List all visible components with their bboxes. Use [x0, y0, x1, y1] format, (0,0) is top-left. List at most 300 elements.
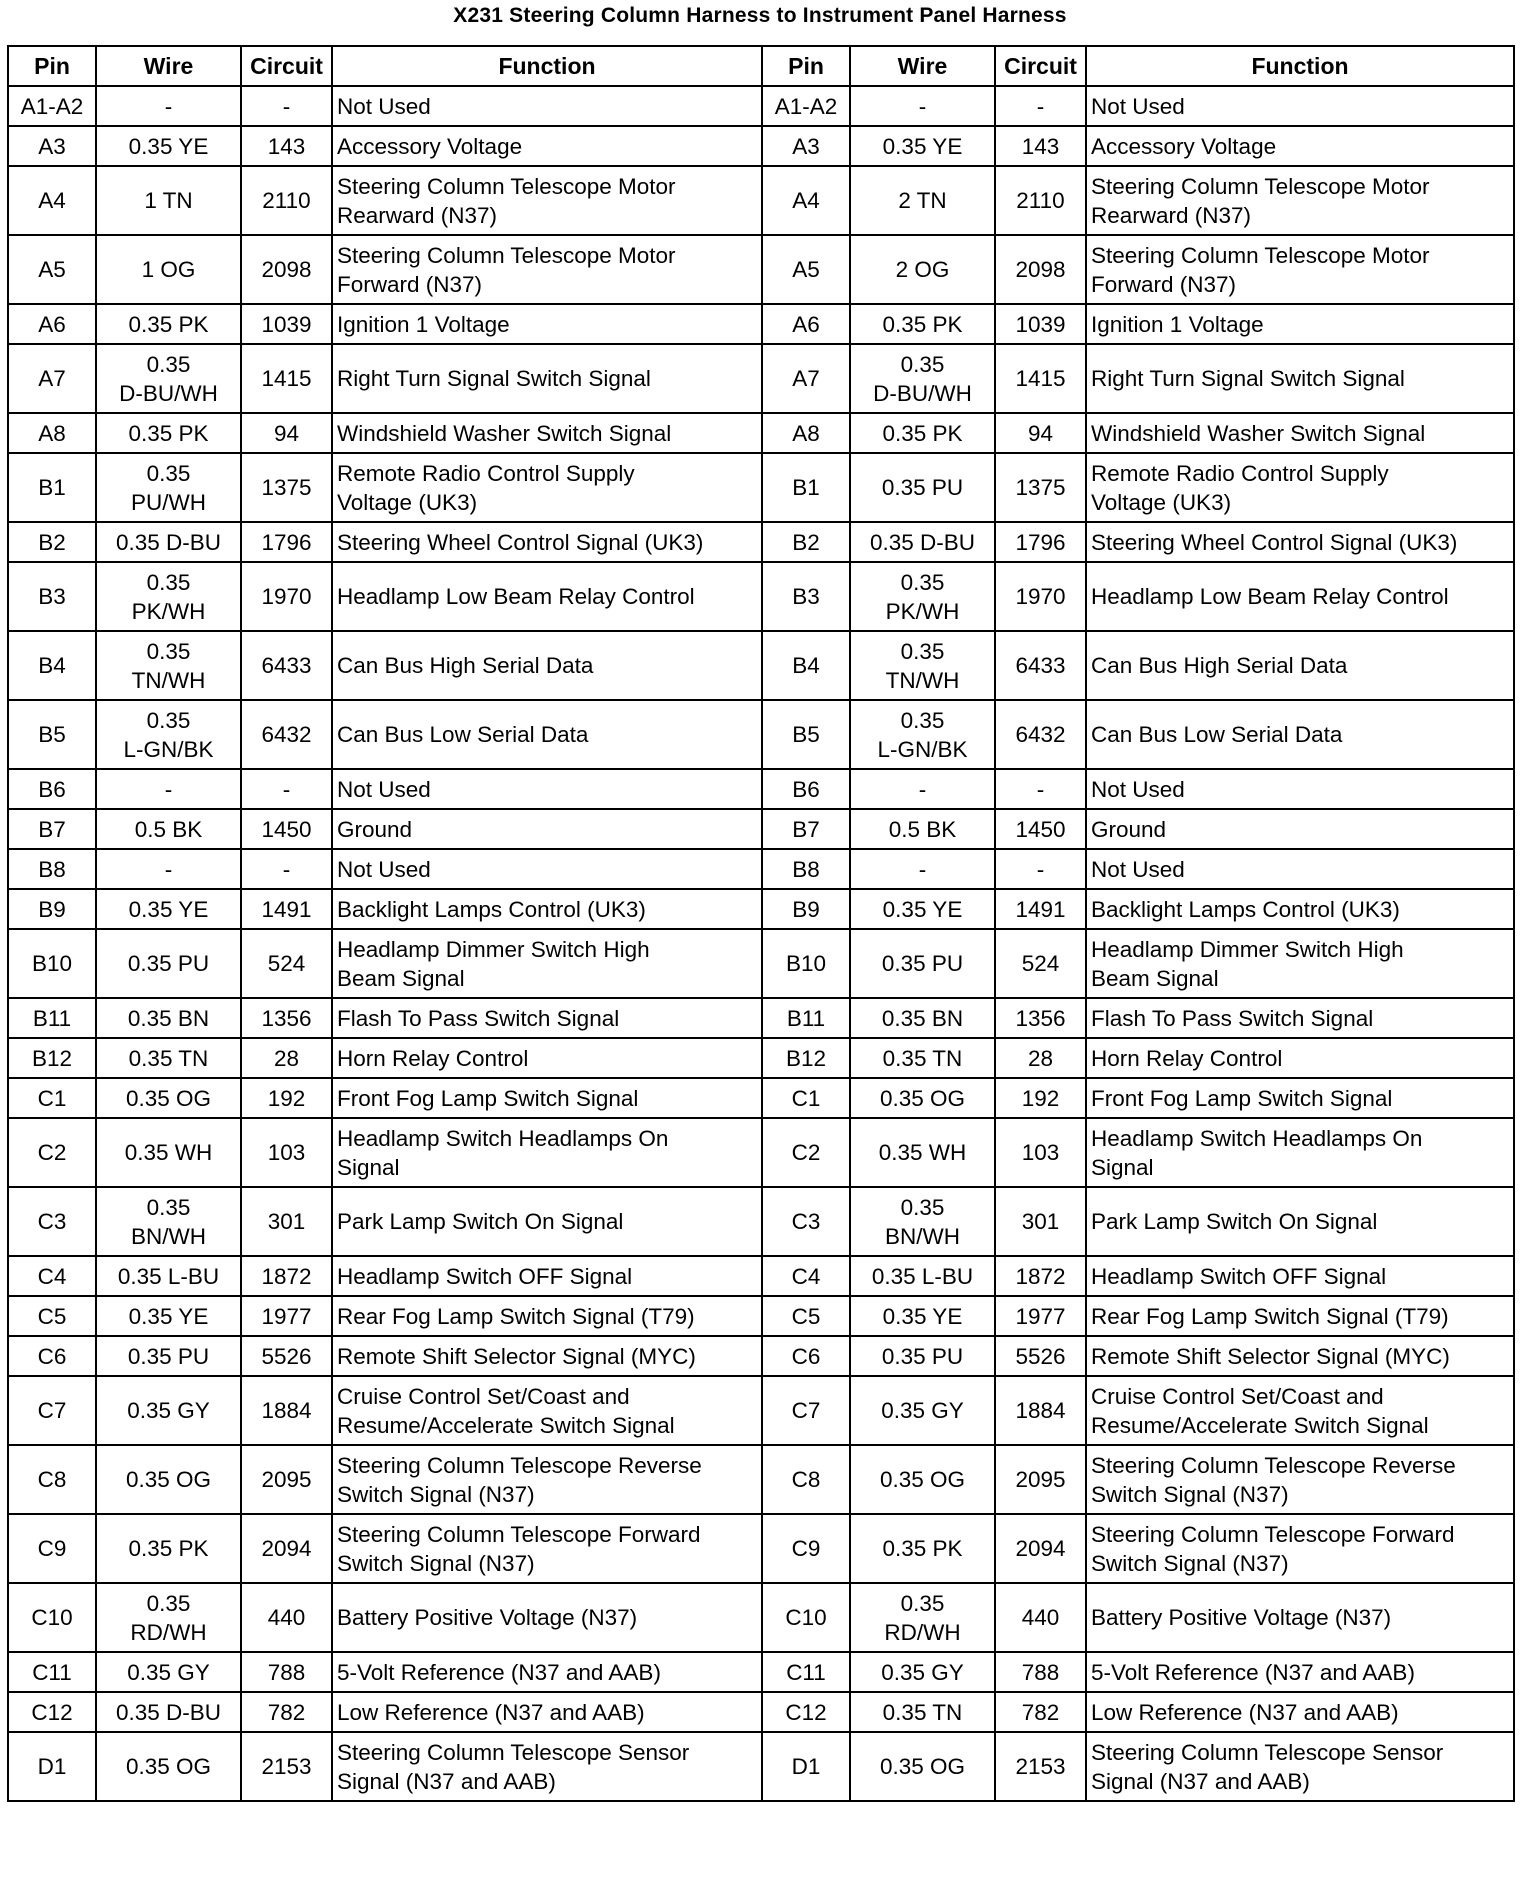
right-wire-cell: -: [918, 93, 927, 119]
left-pin-cell: B9: [38, 896, 66, 922]
table-cell: [96, 1652, 241, 1692]
left-circuit-cell: -: [282, 856, 291, 882]
right-pin-cell: A4: [792, 188, 820, 213]
table-cell: [96, 849, 241, 889]
right-func-cell: Horn Relay Control: [1091, 1045, 1283, 1071]
col-header-circuit: Circuit: [241, 46, 332, 86]
left-func-cell: Remote Shift Selector Signal (MYC): [337, 1343, 696, 1369]
table-cell: [1086, 1256, 1514, 1296]
table-cell: [850, 304, 995, 344]
left-wire-cell: 0.35 D-BU: [115, 1699, 222, 1725]
table-cell: [332, 235, 762, 304]
left-pin-cell: A8: [38, 420, 66, 446]
table-row: [8, 1376, 1514, 1445]
table-cell: [762, 809, 850, 849]
table-cell: [850, 166, 995, 235]
table-cell: [8, 166, 96, 235]
right-pin-cell: C12: [785, 1699, 827, 1725]
right-wire-cell: 0.35 PK: [882, 1536, 963, 1561]
left-circuit-cell: 1450: [261, 816, 312, 842]
left-func-cell: Not Used: [337, 776, 431, 802]
left-func-cell: Front Fog Lamp Switch Signal: [337, 1085, 639, 1111]
left-wire-cell: 0.35 YE: [128, 896, 209, 922]
table-cell: [241, 1038, 332, 1078]
right-pin-cell: B7: [792, 816, 820, 842]
table-cell: [96, 889, 241, 929]
left-func-cell: Steering Column Telescope Forward Switch Signal (N37): [337, 1521, 701, 1576]
right-wire-cell: 0.35 YE: [882, 133, 963, 159]
right-circuit-cell: 6432: [1015, 722, 1066, 747]
table-cell: [241, 1118, 332, 1187]
right-circuit-cell: 2110: [1016, 188, 1065, 213]
table-cell: [850, 1187, 995, 1256]
table-cell: [995, 1583, 1086, 1652]
left-pin-cell: B10: [31, 951, 73, 976]
table-cell: [332, 889, 762, 929]
table-cell: [241, 1187, 332, 1256]
table-cell: [762, 1652, 850, 1692]
table-cell: [762, 344, 850, 413]
table-cell: [332, 126, 762, 166]
col-header-wire: Wire: [96, 46, 241, 86]
right-pin-cell: C2: [791, 1140, 821, 1165]
table-cell: [850, 769, 995, 809]
right-circuit-cell: 94: [1027, 420, 1054, 446]
left-pin-cell: A7: [38, 366, 66, 391]
right-pin-cell: C1: [791, 1085, 821, 1111]
right-pin-cell: B8: [792, 856, 820, 882]
right-func-cell: Steering Column Telescope Forward Switch Signal (N37): [1091, 1521, 1455, 1576]
table-cell: [332, 1376, 762, 1445]
table-row: [8, 631, 1514, 700]
table-cell: [241, 929, 332, 998]
left-wire-cell: -: [164, 776, 173, 802]
right-wire-cell: 0.35 WH: [878, 1140, 967, 1165]
table-cell: [850, 1296, 995, 1336]
table-cell: [241, 1652, 332, 1692]
harness-table: [7, 45, 1515, 1802]
right-wire-cell: 0.35 OG: [879, 1754, 966, 1779]
table-cell: [1086, 562, 1514, 631]
table-cell: [8, 1038, 96, 1078]
table-cell: [8, 522, 96, 562]
left-wire-cell: 0.35 L-BU: [117, 1263, 220, 1289]
left-circuit-cell: 192: [267, 1085, 306, 1111]
left-wire-cell: 0.35 YE: [128, 1303, 209, 1329]
right-func-cell: Steering Wheel Control Signal (UK3): [1091, 529, 1458, 555]
right-wire-cell: 0.35 GY: [881, 1398, 964, 1423]
left-pin-cell: C2: [37, 1140, 67, 1165]
table-cell: [96, 522, 241, 562]
table-cell: [332, 1187, 762, 1256]
table-cell: [8, 344, 96, 413]
right-circuit-cell: 301: [1021, 1209, 1060, 1234]
table-cell: [96, 166, 241, 235]
table-cell: [995, 929, 1086, 998]
right-circuit-cell: -: [1036, 776, 1045, 802]
table-cell: [850, 1732, 995, 1801]
right-wire-cell: 0.35 PK/WH: [885, 569, 960, 624]
table-cell: [8, 631, 96, 700]
table-cell: [241, 413, 332, 453]
table-cell: [850, 1256, 995, 1296]
left-func-cell: Steering Column Telescope Sensor Signal (N37 and AAB): [337, 1739, 690, 1794]
table-cell: [8, 1376, 96, 1445]
table-cell: [850, 1118, 995, 1187]
table-cell: [241, 126, 332, 166]
right-wire-cell: -: [918, 856, 927, 882]
right-func-cell: Headlamp Low Beam Relay Control: [1091, 584, 1449, 609]
table-cell: [850, 1336, 995, 1376]
left-circuit-cell: 1375: [261, 475, 312, 500]
right-circuit-cell: 5526: [1015, 1343, 1066, 1369]
table-cell: [995, 562, 1086, 631]
table-cell: [241, 562, 332, 631]
right-wire-cell: 0.35 BN: [881, 1005, 964, 1031]
right-pin-cell: A3: [792, 133, 820, 159]
left-wire-cell: 0.35 PU/WH: [131, 460, 206, 515]
left-func-cell: Steering Column Telescope Reverse Switch Signal (N37): [337, 1452, 702, 1507]
table-cell: [241, 344, 332, 413]
table-cell: [96, 453, 241, 522]
table-cell: [96, 1187, 241, 1256]
table-cell: [995, 1187, 1086, 1256]
table-cell: [96, 929, 241, 998]
table-cell: [762, 929, 850, 998]
right-func-cell: Not Used: [1091, 93, 1185, 119]
table-cell: [241, 1692, 332, 1732]
right-func-cell: Battery Positive Voltage (N37): [1091, 1605, 1392, 1630]
right-circuit-cell: 2098: [1015, 257, 1066, 282]
right-circuit-cell: 440: [1021, 1605, 1060, 1630]
right-circuit-cell: 524: [1021, 951, 1060, 976]
table-cell: [850, 809, 995, 849]
table-cell: [8, 1187, 96, 1256]
table-cell: [1086, 1514, 1514, 1583]
table-cell: [995, 849, 1086, 889]
table-row: [8, 1652, 1514, 1692]
table-cell: [8, 1652, 96, 1692]
right-circuit-cell: 1039: [1015, 311, 1066, 337]
table-cell: [762, 166, 850, 235]
right-circuit-cell: 782: [1021, 1699, 1060, 1725]
table-cell: [8, 126, 96, 166]
left-wire-cell: 0.35 PK/WH: [131, 569, 206, 624]
left-func-cell: Horn Relay Control: [337, 1045, 529, 1071]
table-cell: [1086, 1118, 1514, 1187]
table-cell: [995, 631, 1086, 700]
table-cell: [762, 126, 850, 166]
right-circuit-cell: 28: [1027, 1045, 1054, 1071]
left-circuit-cell: 440: [267, 1605, 306, 1630]
table-cell: [762, 413, 850, 453]
table-cell: [8, 809, 96, 849]
right-pin-cell: C9: [791, 1536, 821, 1561]
table-row: [8, 1187, 1514, 1256]
right-func-cell: Remote Radio Control Supply Voltage (UK3): [1091, 460, 1389, 515]
right-func-cell: Backlight Lamps Control (UK3): [1091, 896, 1400, 922]
table-cell: [995, 235, 1086, 304]
table-cell: [96, 1038, 241, 1078]
left-wire-cell: 0.35 YE: [128, 133, 209, 159]
right-pin-cell: C11: [786, 1659, 826, 1685]
table-cell: [995, 769, 1086, 809]
right-circuit-cell: -: [1036, 93, 1045, 119]
table-row: [8, 889, 1514, 929]
table-row: [8, 126, 1514, 166]
left-circuit-cell: 143: [267, 133, 306, 159]
left-wire-cell: 0.35 OG: [125, 1085, 212, 1111]
table-cell: [850, 700, 995, 769]
right-circuit-cell: 788: [1021, 1659, 1060, 1685]
right-wire-cell: 0.35 TN/WH: [885, 638, 960, 693]
table-cell: [332, 1445, 762, 1514]
right-func-cell: Headlamp Dimmer Switch High Beam Signal: [1091, 936, 1404, 991]
right-pin-cell: B11: [786, 1005, 826, 1031]
table-cell: [332, 562, 762, 631]
left-pin-cell: C5: [37, 1303, 67, 1329]
table-cell: [850, 522, 995, 562]
table-cell: [1086, 769, 1514, 809]
table-cell: [332, 1078, 762, 1118]
table-cell: [995, 809, 1086, 849]
table-cell: [850, 126, 995, 166]
table-cell: [1086, 1078, 1514, 1118]
left-circuit-cell: -: [282, 776, 291, 802]
left-circuit-cell: 782: [267, 1699, 306, 1725]
left-wire-cell: -: [164, 93, 173, 119]
table-cell: [96, 700, 241, 769]
left-circuit-cell: 6433: [261, 653, 312, 678]
left-circuit-cell: 1796: [261, 529, 312, 555]
table-cell: [96, 769, 241, 809]
table-cell: [241, 86, 332, 126]
right-func-cell: Front Fog Lamp Switch Signal: [1091, 1085, 1393, 1111]
right-circuit-cell: 1356: [1015, 1005, 1066, 1031]
right-func-cell: Low Reference (N37 and AAB): [1091, 1699, 1399, 1725]
table-cell: [995, 86, 1086, 126]
table-cell: [762, 998, 850, 1038]
left-pin-cell: A3: [38, 133, 66, 159]
table-cell: [1086, 304, 1514, 344]
table-cell: [850, 998, 995, 1038]
table-cell: [995, 700, 1086, 769]
table-cell: [241, 700, 332, 769]
left-pin-cell: C12: [31, 1699, 73, 1725]
left-func-cell: Not Used: [337, 93, 431, 119]
table-cell: [995, 166, 1086, 235]
right-pin-cell: B9: [792, 896, 820, 922]
table-cell: [1086, 1336, 1514, 1376]
right-wire-cell: 0.35 OG: [879, 1085, 966, 1111]
table-cell: [1086, 998, 1514, 1038]
table-row: [8, 86, 1514, 126]
left-pin-cell: A5: [38, 257, 66, 282]
table-cell: [1086, 1652, 1514, 1692]
right-func-cell: Steering Column Telescope Sensor Signal (N37 and AAB): [1091, 1739, 1444, 1794]
table-cell: [850, 413, 995, 453]
table-cell: [332, 1732, 762, 1801]
table-cell: [8, 1078, 96, 1118]
left-wire-cell: 0.35 BN/WH: [131, 1194, 206, 1249]
left-circuit-cell: 524: [267, 951, 306, 976]
table-cell: [241, 522, 332, 562]
table-cell: [995, 1078, 1086, 1118]
table-cell: [995, 344, 1086, 413]
table-cell: [850, 1038, 995, 1078]
left-func-cell: Windshield Washer Switch Signal: [337, 420, 672, 446]
left-circuit-cell: 1415: [261, 366, 312, 391]
left-wire-cell: 0.35 PK: [128, 420, 209, 446]
table-cell: [762, 769, 850, 809]
table-row: [8, 413, 1514, 453]
table-cell: [241, 453, 332, 522]
left-pin-cell: B6: [38, 776, 66, 802]
right-wire-cell: 0.35 D-BU/WH: [873, 351, 972, 406]
table-cell: [241, 1583, 332, 1652]
table-row: [8, 769, 1514, 809]
table-cell: [762, 453, 850, 522]
table-cell: [8, 453, 96, 522]
right-wire-cell: 0.35 PK: [882, 420, 963, 446]
col-header-circuit: Circuit: [995, 46, 1086, 86]
table-row: [8, 998, 1514, 1038]
right-func-cell: Headlamp Switch Headlamps On Signal: [1091, 1125, 1423, 1180]
table-cell: [96, 1514, 241, 1583]
table-cell: [241, 1514, 332, 1583]
left-circuit-cell: 103: [267, 1140, 306, 1165]
table-cell: [332, 849, 762, 889]
table-row: [8, 1692, 1514, 1732]
left-circuit-cell: 2098: [261, 257, 312, 282]
table-cell: [8, 235, 96, 304]
table-cell: [8, 86, 96, 126]
table-cell: [241, 1256, 332, 1296]
table-cell: [762, 1692, 850, 1732]
right-wire-cell: 0.35 PK: [882, 311, 963, 337]
table-row: [8, 1514, 1514, 1583]
table-cell: [995, 1296, 1086, 1336]
table-cell: [332, 769, 762, 809]
table-row: [8, 700, 1514, 769]
table-cell: [995, 522, 1086, 562]
table-cell: [96, 562, 241, 631]
table-cell: [8, 562, 96, 631]
left-wire-cell: 0.5 BK: [134, 816, 203, 842]
table-cell: [241, 304, 332, 344]
table-cell: [8, 1118, 96, 1187]
table-cell: [8, 849, 96, 889]
right-circuit-cell: 2095: [1015, 1467, 1066, 1492]
table-cell: [8, 1445, 96, 1514]
left-func-cell: Rear Fog Lamp Switch Signal (T79): [337, 1303, 695, 1329]
table-cell: [332, 453, 762, 522]
left-pin-cell: C7: [37, 1398, 67, 1423]
right-circuit-cell: 103: [1021, 1140, 1060, 1165]
table-cell: [762, 1514, 850, 1583]
left-pin-cell: C6: [37, 1343, 67, 1369]
left-func-cell: Steering Wheel Control Signal (UK3): [337, 529, 704, 555]
left-circuit-cell: 2110: [262, 188, 311, 213]
right-pin-cell: B6: [792, 776, 820, 802]
table-cell: [96, 1583, 241, 1652]
left-wire-cell: 0.35 TN/WH: [131, 638, 206, 693]
table-cell: [241, 235, 332, 304]
table-cell: [995, 1692, 1086, 1732]
table-row: [8, 562, 1514, 631]
table-cell: [332, 809, 762, 849]
left-func-cell: Steering Column Telescope Motor Forward (N37): [337, 242, 676, 297]
table-cell: [850, 344, 995, 413]
table-cell: [96, 1296, 241, 1336]
table-cell: [332, 522, 762, 562]
table-row: [8, 1078, 1514, 1118]
right-pin-cell: C8: [791, 1467, 821, 1492]
left-wire-cell: -: [164, 856, 173, 882]
right-wire-cell: 0.5 BK: [888, 816, 957, 842]
left-pin-cell: A1-A2: [20, 93, 84, 119]
left-pin-cell: B5: [38, 722, 66, 747]
table-cell: [8, 413, 96, 453]
right-func-cell: Not Used: [1091, 856, 1185, 882]
left-func-cell: Can Bus High Serial Data: [337, 653, 594, 678]
right-wire-cell: 2 TN: [898, 188, 947, 213]
table-row: [8, 1583, 1514, 1652]
left-wire-cell: 1 OG: [141, 257, 196, 282]
right-func-cell: Park Lamp Switch On Signal: [1091, 1209, 1378, 1234]
table-row: [8, 1256, 1514, 1296]
left-wire-cell: 0.35 PU: [127, 1343, 210, 1369]
table-cell: [8, 929, 96, 998]
table-row: [8, 1732, 1514, 1801]
table-cell: [850, 1652, 995, 1692]
table-cell: [995, 1445, 1086, 1514]
left-pin-cell: A6: [38, 311, 66, 337]
left-func-cell: Headlamp Dimmer Switch High Beam Signal: [337, 936, 650, 991]
table-cell: [850, 1514, 995, 1583]
left-wire-cell: 0.35 GY: [127, 1659, 210, 1685]
left-circuit-cell: 28: [273, 1045, 300, 1071]
table-cell: [850, 1583, 995, 1652]
table-cell: [1086, 344, 1514, 413]
left-circuit-cell: 788: [267, 1659, 306, 1685]
left-func-cell: Ground: [337, 816, 413, 842]
left-func-cell: Backlight Lamps Control (UK3): [337, 896, 646, 922]
table-cell: [995, 126, 1086, 166]
right-pin-cell: B2: [792, 529, 820, 555]
table-cell: [96, 998, 241, 1038]
table-row: [8, 929, 1514, 998]
left-circuit-cell: 1970: [261, 584, 312, 609]
left-func-cell: Ignition 1 Voltage: [337, 311, 510, 337]
table-cell: [332, 1038, 762, 1078]
table-cell: [1086, 700, 1514, 769]
table-cell: [850, 849, 995, 889]
table-cell: [96, 1256, 241, 1296]
table-cell: [995, 304, 1086, 344]
left-wire-cell: 0.35 OG: [125, 1467, 212, 1492]
right-wire-cell: 0.35 GY: [881, 1659, 964, 1685]
right-pin-cell: B10: [785, 951, 827, 976]
table-cell: [8, 1583, 96, 1652]
table-cell: [1086, 86, 1514, 126]
table-cell: [762, 86, 850, 126]
table-cell: [8, 1296, 96, 1336]
left-pin-cell: B7: [38, 816, 66, 842]
table-cell: [1086, 1732, 1514, 1801]
right-wire-cell: 0.35 YE: [882, 1303, 963, 1329]
table-cell: [8, 1514, 96, 1583]
